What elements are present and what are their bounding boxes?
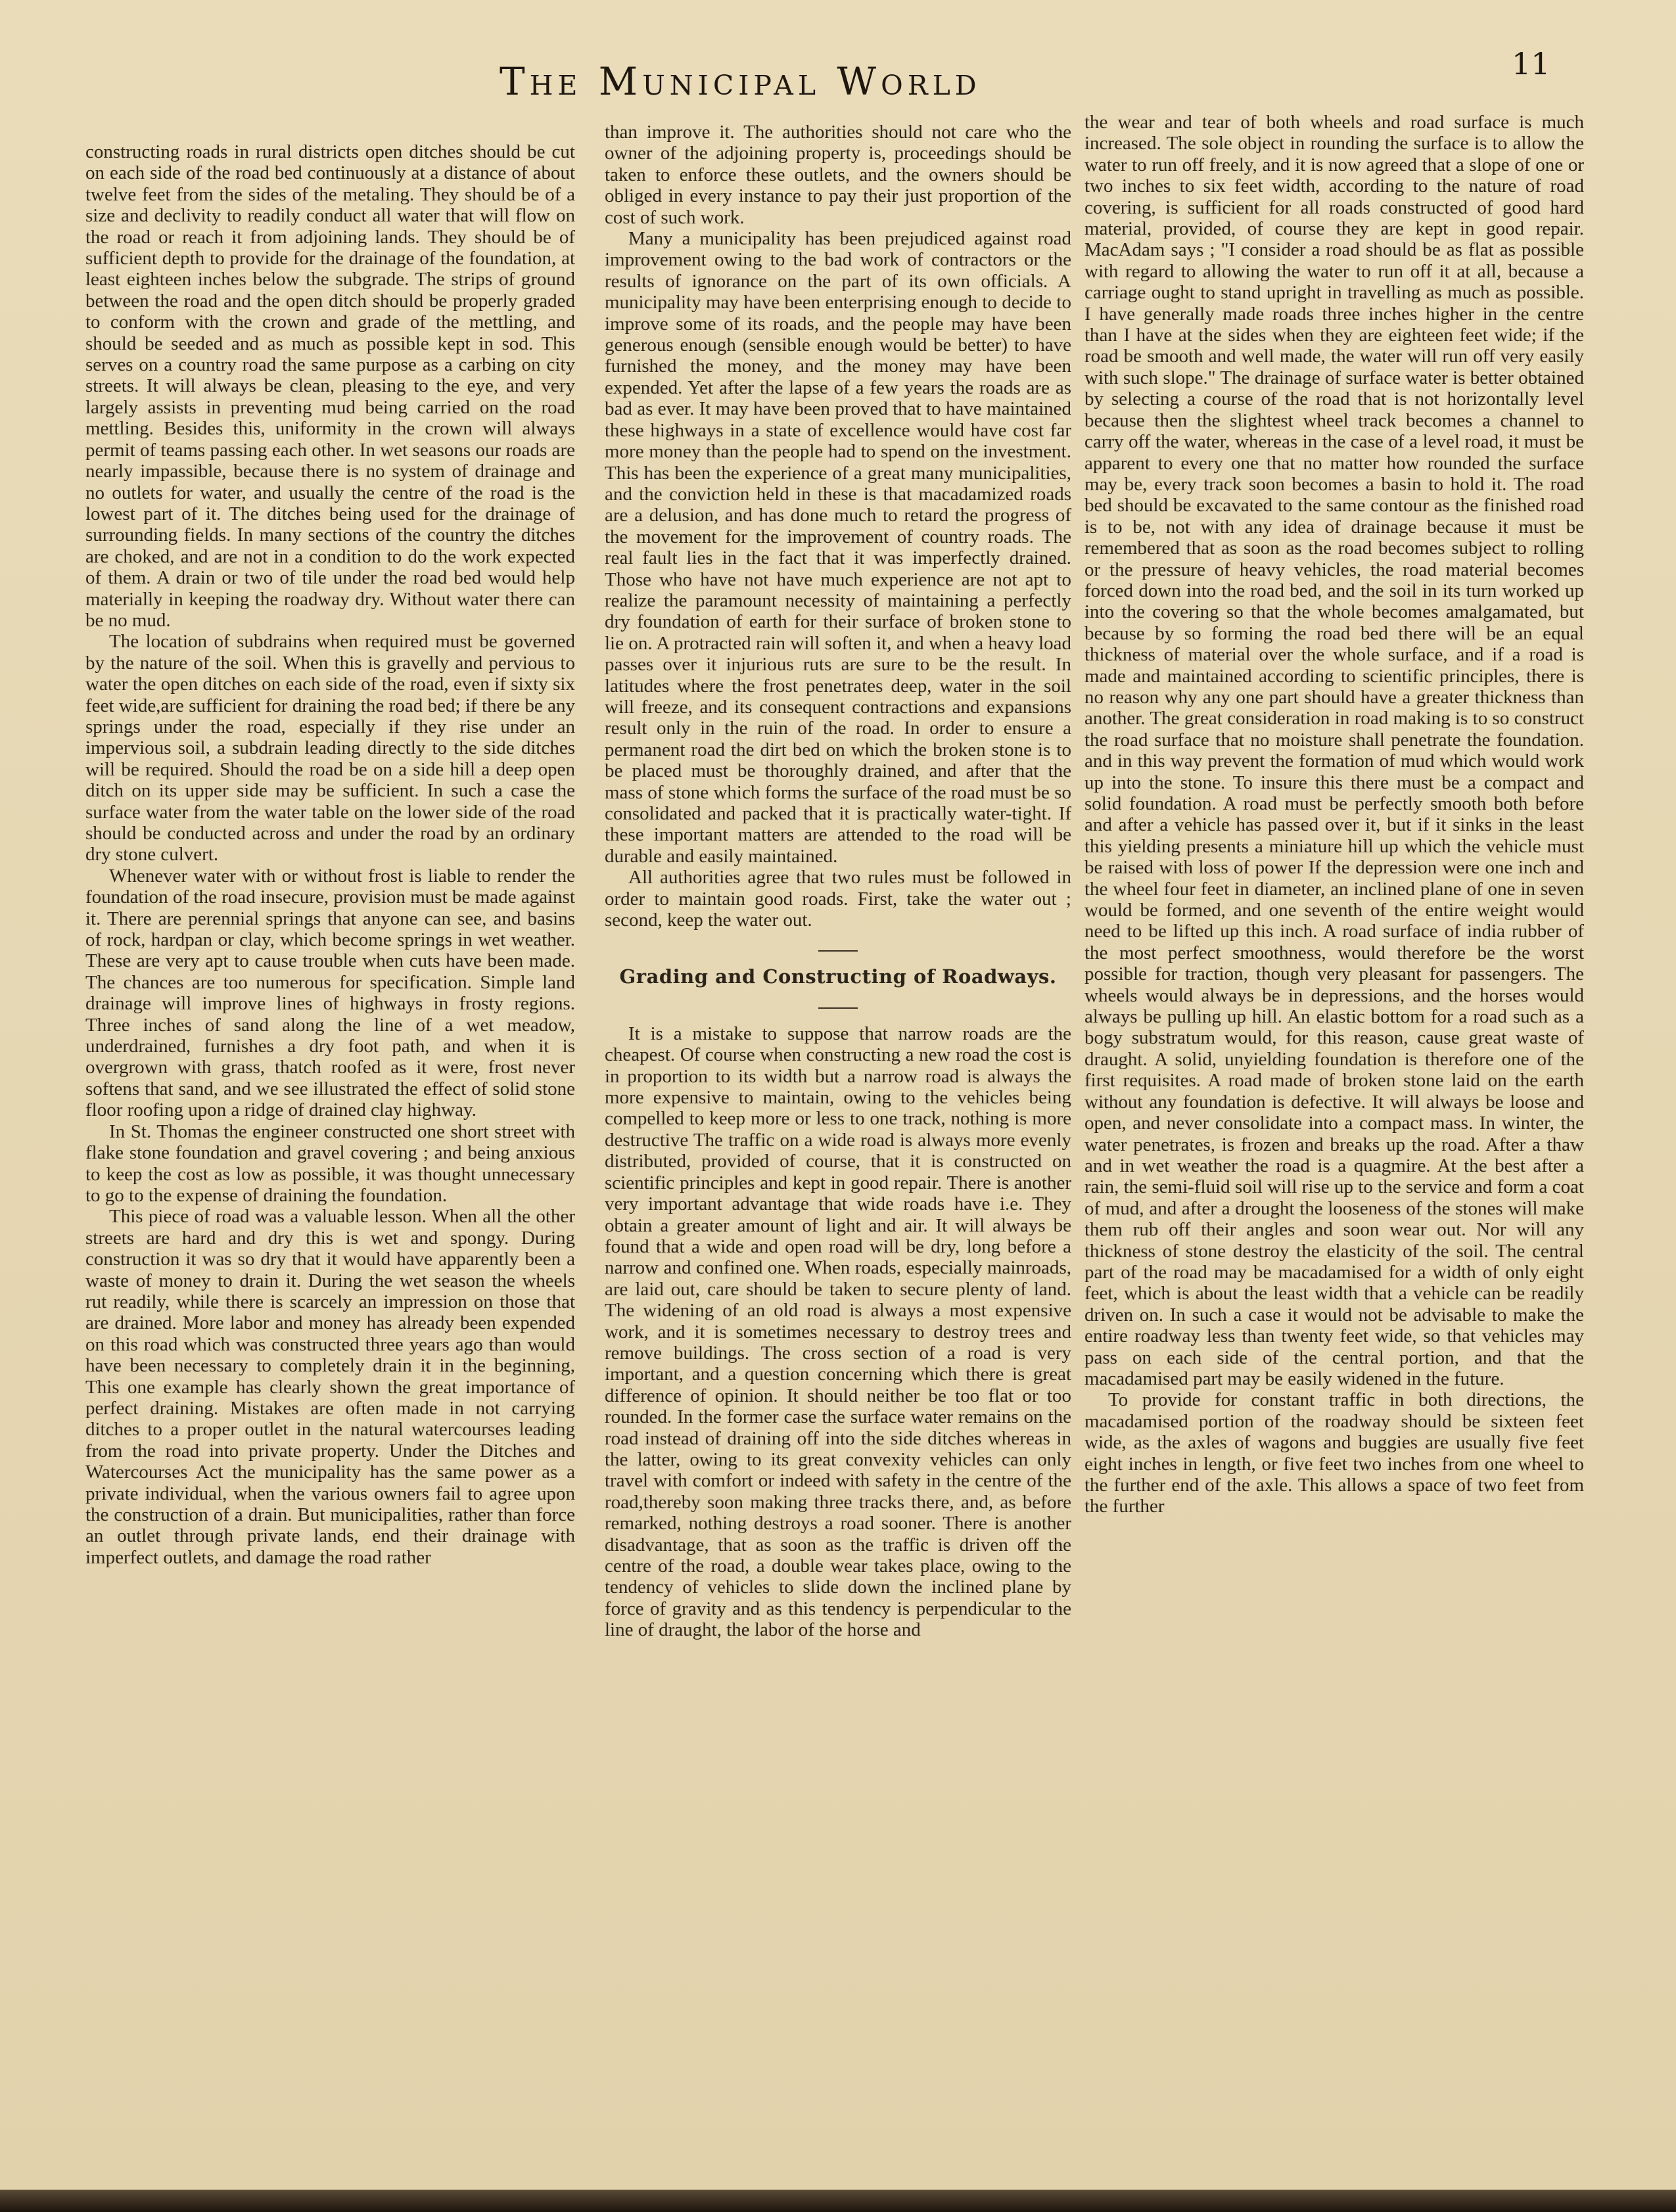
paragraph: It is a mistake to suppose that narrow roads are the cheapest. Of course when constructing a new road the cost is in proportion to its width but a narrow road is always the more expensive to maintain, owing to the vehicles being compelled to keep more or less to one track, nothing is more destructive The traffic on a wide road is always more evenly distributed, provided of course, that it is constructed on scientific principles and kept in good repair. There is another very important advantage that wide roads have i.e. They obtain a greater amount of light and air. It will always be found that a wide and open road will be dry, long before a narrow and confined one. When roads, especially mainroads, are laid out, care should be taken to secure plenty of land. The widening of an old road is always a most expensive work, and it is sometimes necessary to destroy trees and remove buildings. The cross section of a road is very important, and a question concerning which there is great difference of opinion. It should neither be too flat or too rounded. In the former case the surface water remains on the road instead of draining off into the side ditches whereas in the latter, owing to its great convexity vehicles can only travel with comfort or indeed with safety in the centre of the road,thereby soon making three tracks there, and, as before remarked, nothing destroys a road sooner. There is another disadvantage, that as soon as the traffic is driven off the centre of the road, a double wear takes place, owing to the tendency of vehicles to slide down the inclined plane by force of gravity and as this tendency is perpendicular to the line of draught, the labor of the horse and [605,1023,1071,1641]
publication-title: The Municipal World [500,59,981,104]
column-2 [605,122,1071,1641]
section-divider [818,950,858,952]
paragraph: All authorities agree that two rules must be followed in order to maintain good roads. First, take the water out ; second, keep the water out. [605,867,1071,931]
page-number: 11 [1512,46,1550,81]
paragraph: Many a municipality has been prejudiced against road improvement owing to the bad work of contractors or the results of ignorance on the part of its own officials. A municipality may have been enterprising enough to decide to improve some of its roads, and the people may have been generous enough (sensible enough would be better) to have furnished the money, and the money may have been expended. Yet after the lapse of a few years the roads are as bad as ever. It may have been proved that to have maintained these highways in a state of excellence would have cost far more money than the people had to spend on the investment. This has been the experience of a great many municipalities, and the conviction held in these is that macadamized roads are a delusion, and has done much to retard the progress of the movement for the improvement of country roads. The real fault lies in the fact that it was imperfectly drained. Those who have not have much experience are not apt to realize the paramount necessity of maintaining a perfectly dry foundation of earth for their surface of broken stone to lie on. A protracted rain will soften it, and when a heavy load passes over it injurious ruts are sure to be the result. In latitudes where the frost penetrates deep, water in the soil will freeze, and its consequent contractions and expansions result only in the ruin of the road. In order to ensure a permanent road the dirt bed on which the broken stone is to be placed must be thoroughly drained, and after that the mass of stone which forms the surface of the road must be so consolidated and packed that it is practically water-tight. If these important matters are attended to the road will be durable and easily maintained. [605,228,1071,867]
page-bottom-edge [0,2190,1676,2212]
paragraph: In St. Thomas the engineer constructed one short street with flake stone foundation and gravel covering ; and being anxious to keep the cost as low as possible, it was thought unnecessary to go to the expense of draining the foundation. [85,1120,575,1206]
paragraph: the wear and tear of both wheels and road surface is much increased. The sole object in rounding the surface is to allow the water to run off freely, and it is now agreed that a slope of one or two inches to six feet width, according to the nature of road covering, is sufficient for all roads constructed of good hard material, provided, of course they are kept in good repair. MacAdam says ; "I consider a road should be as flat as possible with regard to allowing the water to run off it at all, because a carriage ought to stand upright in travelling as much as possible. I have generally made roads three inches higher in the centre than I have at the sides when they are eighteen feet wide; if the road be smooth and well made, the water will run off very easily with such slope." The drainage of surface water is better obtained by selecting a course of the road that is not horizontally level because then the slightest wheel track becomes a channel to carry off the water, whereas in the case of a level road, it must be apparent to every one that no matter how rounded the surface may be, every track soon becomes a basin to hold it. The road bed should be excavated to the same contour as the finished road is to be, not with any idea of drainage because it must be remembered that as soon as the road becomes subject to rolling or the pressure of heavy vehicles, the road material becomes forced down into the road bed, and the soil in its turn worked up into the covering so that the whole becomes amalgamated, but because by so forming the road bed there will be an equal thickness of material over the whole surface, and if a road is made and maintained according to scientific principles, there is no reason why any one part should have a greater thickness than another. The great consideration in road making is to so construct the road surface that no moisture shall penetrate the foundation. and in this way prevent the formation of mud which would work up into the stone. To insure this there must be a compact and solid foundation. A road must be perfectly smooth both before and after a vehicle has passed over it, but if it sinks in the least this yielding presents a miniature hill up which the vehicle must be raised with loss of power If the depression were one inch and the wheel four feet in diameter, an inclined plane of one in seven would be formed, and one seventh of the entire weight would need to be lifted up this inch. A road surface of india rubber of the most perfect smoothness, would therefore be the worst possible for traction, though very pleasant for passengers. The wheels would always be in depressions, and the horses would always be pulling up hill. An elastic bottom for a road such as a bogy substratum would, for this reason, cause great waste of draught. A solid, unyielding foundation is therefore one of the first requisites. A road made of broken stone laid on the earth without any foundation is defective. It will always be loose and open, and never consolidate into a compact mass. In winter, the water penetrates, is frozen and breaks up the road. After a thaw and in wet weather the road is a quagmire. At the best after a rain, the semi-fluid soil will rise up to the service and form a coat of mud, and after a drought the looseness of the stones will make them rub off their angles and soon wear out. Nor will any thickness of stone destroy the elasticity of the soil. The central part of the road may be macadamised for a width of only eight feet, which is about the least width that a vehicle can be readily driven on. In such a case it would not be advisable to make the entire roadway less than twenty feet wide, so that vehicles may pass on each side of the central portion, and that the macadamised part may be easily widened in the future. [1084,112,1584,1389]
paragraph: To provide for constant traffic in both directions, the macadamised portion of the roadway should be sixteen feet wide, as the axles of wagons and buggies are usually five feet eight inches in length, or five feet two inches from one wheel to the further end of the axle. This allows a space of two feet from the further [1084,1389,1584,1517]
paragraph: The location of subdrains when required must be governed by the nature of the soil. When this is gravelly and pervious to water the open ditches on each side of the road, even if sixty six feet wide,are sufficient for draining the road bed; if there be any springs under the road, especially if they rise under an impervious soil, a subdrain leading directly to the side ditches will be required. Should the road be on a side hill a deep open ditch on its upper side may be sufficient. In such a case the surface water from the water table on the lower side of the road should be conducted across and under the road by an ordinary dry stone culvert. [85,631,575,865]
column-3 [1084,112,1584,1517]
section-divider [818,1007,858,1009]
section-heading: Grading and Constructing of Roadways. [619,965,1057,988]
paragraph: This piece of road was a valuable lesson. When all the other streets are hard and dry this is wet and spongy. During construction it was so dry that it would have apparently been a waste of money to drain it. During the wet season the wheels rut readily, while there is scarcely an impression on those that are drained. More labor and money has already been expended on this road which was constructed three years ago than would have been necessary to completely drain it in the beginning, This one example has clearly shown the great importance of perfect draining. Mistakes are often made in not carrying ditches to a proper outlet in the natural watercourses leading from the road into private property. Under the Ditches and Watercourses Act the municipality has the same power as a private individual, when the various owners fail to agree upon the construction of a drain. But municipalities, rather than force an outlet through private lands, end their drainage with imperfect outlets, and damage the road rather [85,1206,575,1568]
paragraph: Whenever water with or without frost is liable to render the foundation of the road insecure, provision must be made against it. There are perennial springs that anyone can see, and basins of rock, hardpan or clay, which become springs in wet weather. These are very apt to cause trouble when cuts have been made. The chances are too numerous for specification. Simple land drainage will improve lines of highways in frosty regions. Three inches of sand along the line of a wet meadow, underdrained, furnishes a dry foot path, and when it is overgrown with grass, thatch roofed as it were, frost never softens that sand, and we see illustrated the effect of solid stone floor roofing upon a ridge of drained clay highway. [85,865,575,1121]
paragraph: constructing roads in rural districts open ditches should be cut on each side of the road bed continuously at a distance of about twelve feet from the sides of the metaling. They should be of a size and declivity to readily conduct all water that will flow on the road or reach it from adjoining lands. They should be of sufficient depth to provide for the drainage of the foundation, at least eighteen inches below the subgrade. The strips of ground between the road and the open ditch should be properly graded to conform with the crown and grade of the mettling, and should be seeded and as much as possible kept in sod. This serves on a country road the same purpose as a carbing on city streets. It will always be clean, pleasing to the eye, and very largely assists in preventing mud being carried on the road mettling. Besides this, uniformity in the crown will always permit of teams passing each other. In wet seasons our roads are nearly impassible, because there is no system of drainage and no outlets for water, and usually the centre of the road is the lowest part of it. The ditches being used for the drainage of surrounding fields. In many sections of the country the ditches are choked, and are not in a condition to do the work expected of them. A drain or two of tile under the road bed would help materially in keeping the roadway dry. Without water there can be no mud. [85,141,575,631]
column-1 [85,141,575,1568]
paragraph: than improve it. The authorities should not care who the owner of the adjoining property is, proceedings should be taken to enforce these outlets, and the owners should be obliged in every instance to pay their just proportion of the cost of such work. [605,122,1071,228]
masthead [0,39,1676,112]
